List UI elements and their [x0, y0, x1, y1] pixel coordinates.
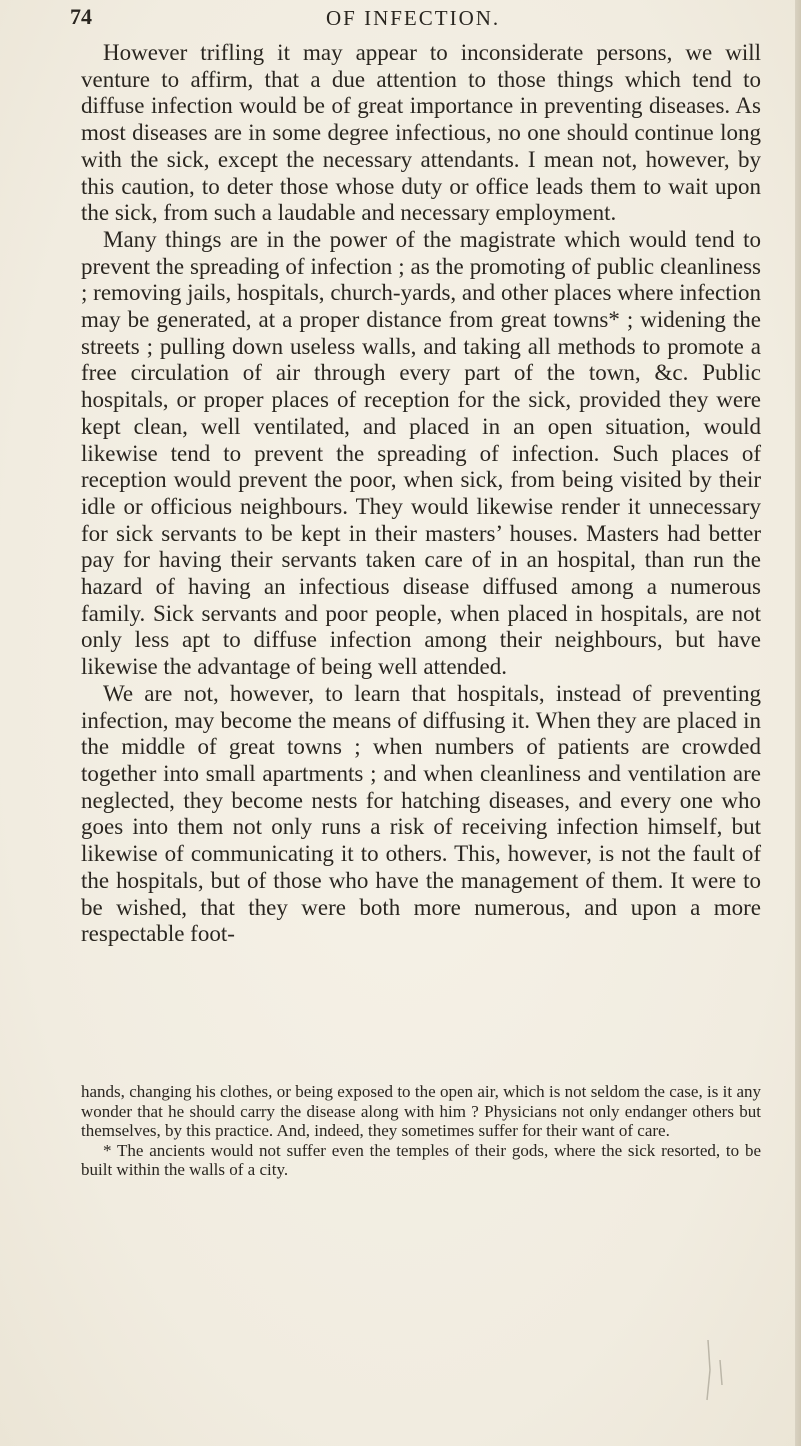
- paragraph-1: However trifling it may appear to inconsiderate persons, we will venture to affirm, that a due attention to those things which tend to diffuse infection would be of great importance in preventing diseases. As most diseases are in some degree infectious, no one should continue long with the sick, except the necessary attendants. I mean not, however, by this caution, to deter those whose duty or office leads them to wait upon the sick, from such a laudable and necessary employment.: [81, 40, 761, 226]
- page-number: 74: [70, 4, 92, 29]
- footnote-ancients: * The ancients would not suffer even the temples of their gods, where the sick resorted, to be built within the walls of a city.: [81, 1140, 761, 1179]
- paragraph-2: Many things are in the power of the magistrate which would tend to prevent the spreading of infection ; as the promoting of public cleanliness ; removing jails, hospitals, church-yards, and other places where infection may be generated, at a proper distance from great towns* ; widening the streets ; pulling down useless walls, and taking all methods to promote a free circulation of air through every part of the town, &c. Public hospitals, or proper places of reception for the sick, provided they were kept clean, well ventilated, and placed in an open situation, would likewise tend to prevent the spreading of infection. Such places of reception would prevent the poor, when sick, from being visited by their idle or officious neighbours. They would likewise render it unnecessary for sick servants to be kept in their masters’ houses. Masters had better pay for having their servants taken care of in an hospital, than run the hazard of having an infectious disease diffused among a numerous family. Sick servants and poor people, when placed in hospitals, are not only less apt to diffuse infection among their neighbours, but have likewise the advantage of being well attended.: [81, 226, 761, 680]
- paragraph-3: We are not, however, to learn that hospitals, instead of preventing infection, may become the means of diffusing it. When they are placed in the middle of great towns ; when numbers of patients are crowded together into small apartments ; and when cleanliness and ventilation are neglected, they become nests for hatching diseases, and every one who goes into them not only runs a risk of receiving infection himself, but likewise of communicating it to others. This, however, is not the fault of the hospitals, but of those who have the management of them. It were to be wished, that they were both more numerous, and upon a more respectable foot-: [81, 680, 761, 947]
- page-edge-shadow: [795, 0, 801, 1446]
- main-text: [81, 40, 761, 948]
- page-header: [70, 4, 750, 40]
- footnotes: [81, 1082, 761, 1180]
- footnote-continuation: hands, changing his clothes, or being exposed to the open air, which is not seldom the case, is it any wonder that he should carry the disease along with him ? Physicians not only endanger others but themselves, by this practice. And, indeed, they sometimes suffer for their want of care.: [81, 1082, 761, 1140]
- pencil-mark: [700, 1330, 740, 1420]
- running-head: OF INFECTION.: [326, 6, 501, 30]
